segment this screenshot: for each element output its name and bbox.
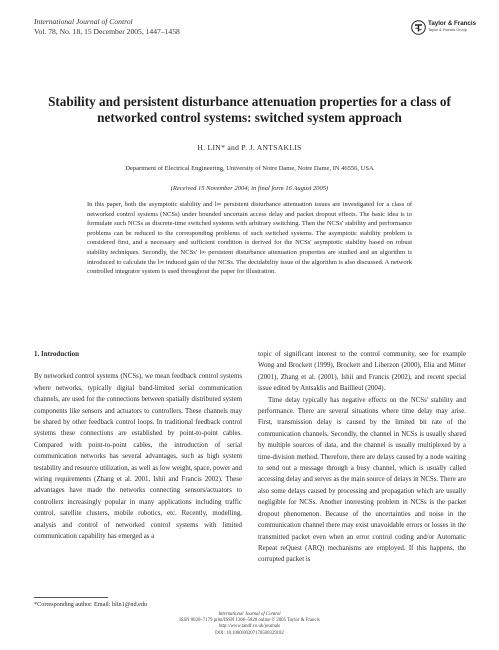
bottom-journal: International Journal of Control — [218, 612, 281, 617]
received-dates: (Received 15 November 2004; in final form 16 August 2005) — [170, 185, 329, 192]
issn-line: ISSN 0020–7179 print/ISSN 1366–5820 online © 2005 Taylor & Francis — [179, 618, 320, 624]
paragraph: By networked control systems (NCSs), we mean feedback control systems where networks, typically digital band-limited serial communication channels, are used for the connections between spatially distributed system components like sensors and actuators to controllers. These channels may be shared by other feedback control loops. In traditional feedback control systems these connections are established by point-to-point cables. Compared with point-to-point cables, the introduction of serial communication networks has several advantages, such as high system testability and resource utilization, as well as low weight, space, power and wiring requirements (Zhang et al. 2001, Ishii and Francis 2002). These advantages have made the networks connecting sensors/actuators to controllers increasingly popular in many applications including traffic control, satellite clusters, mobile robotics, etc. Recently, modelling, analysis and control of networked control systems with limited communication capability has emerged as a — [34, 373, 242, 541]
abstract: In this paper, both the asymptotic stability and l∞ persistent disturbance attenuation issues are investigated for a class of networked control systems (NCSs) under bounded uncertain access delay and packet dropout effects. The basic idea is to formulate such NCSs as discrete-time switched systems with arbitrary switching. Then the NCSs' stability and performance problems can be reduced to the corresponding problems of such switched systems. The asymptotic stability problem is considered first, and a necessary and sufficient condition is derived for the NCSs' asymptotic stability based on robust stability techniques. Secondly, the NCSs' l∞ persistent disturbance attenuation properties are studied and an algorithm is introduced to calculate the l∞ induced gain of the NCSs. The decidability issue of the algorithm is also discussed. A network controlled integrator system is used throughout the paper for illustration. — [87, 201, 412, 276]
doi-line: DOI: 10.1080/00207170500329182 — [215, 630, 284, 636]
paragraph: Time delay typically has negative effects on the NCSs' stability and performance. There are several situations where time delay may arise. First, transmission delay is caused by the limited bit rate of the communication channels. Secondly, the channel in NCSs is usually shared by multiple sources of data, and the channel is usually multiplexed by a time-division method. Therefore, there are delays caused by a node waiting to send out a message through a busy channel, which is usually called accessing delay and serves as the main source of delays in NCSs. There are also some delays caused by processing and propagation which are usually negligible for NCSs. Another interesting problem in NCSs is the packet dropout phenomenon. Because of the uncertainties and noise in the communication channel there may exist unavoidable errors or losses in the transmitted packet even when an error control coding and/or Automatic Repeat reQuest (ARQ) mechanisms are employed. If this happens, the corrupted packet is — [258, 396, 466, 564]
authors: H. LIN* and P. J. ANTSAKLIS — [197, 143, 302, 152]
affiliation: Department of Electrical Engineering, University of Notre Dame, Notre Dame, IN 46556, USA — [125, 165, 374, 172]
publisher-name: Taylor & Francis — [428, 20, 477, 27]
footnote-rule — [34, 597, 108, 598]
journal-title: International Journal of Control — [34, 17, 133, 26]
right-column — [258, 349, 466, 566]
publisher-group: Taylor & Francis Group — [428, 28, 467, 32]
volume-line: Vol. 78, No. 18, 15 December 2005, 1447–1458 — [34, 27, 180, 36]
section-heading: 1. Introduction — [34, 350, 79, 358]
taylor-francis-logo-icon — [411, 20, 426, 35]
article-title: Stability and persistent disturbance attenuation properties for a class of networked control systems: switched system approach — [48, 94, 451, 125]
publisher-logo — [411, 19, 477, 37]
paragraph: topic of significant interest to the control community, see for example Wong and Brockett (1999), Brockett and Liberzon (2000), Elia and Mitter (2001), Zhang et al. (2001), Ishii and Francis (2002), and recent special issue edited by Antsaklis and Baillieul (2004). — [258, 351, 466, 393]
publication-info — [100, 612, 399, 637]
footnote: *Corresponding author. Email: hlin1@nd.edu — [34, 601, 148, 608]
left-column — [34, 349, 242, 543]
journal-header — [34, 17, 180, 37]
journal-url: http://www.tandf.co.uk/journals — [218, 624, 281, 630]
